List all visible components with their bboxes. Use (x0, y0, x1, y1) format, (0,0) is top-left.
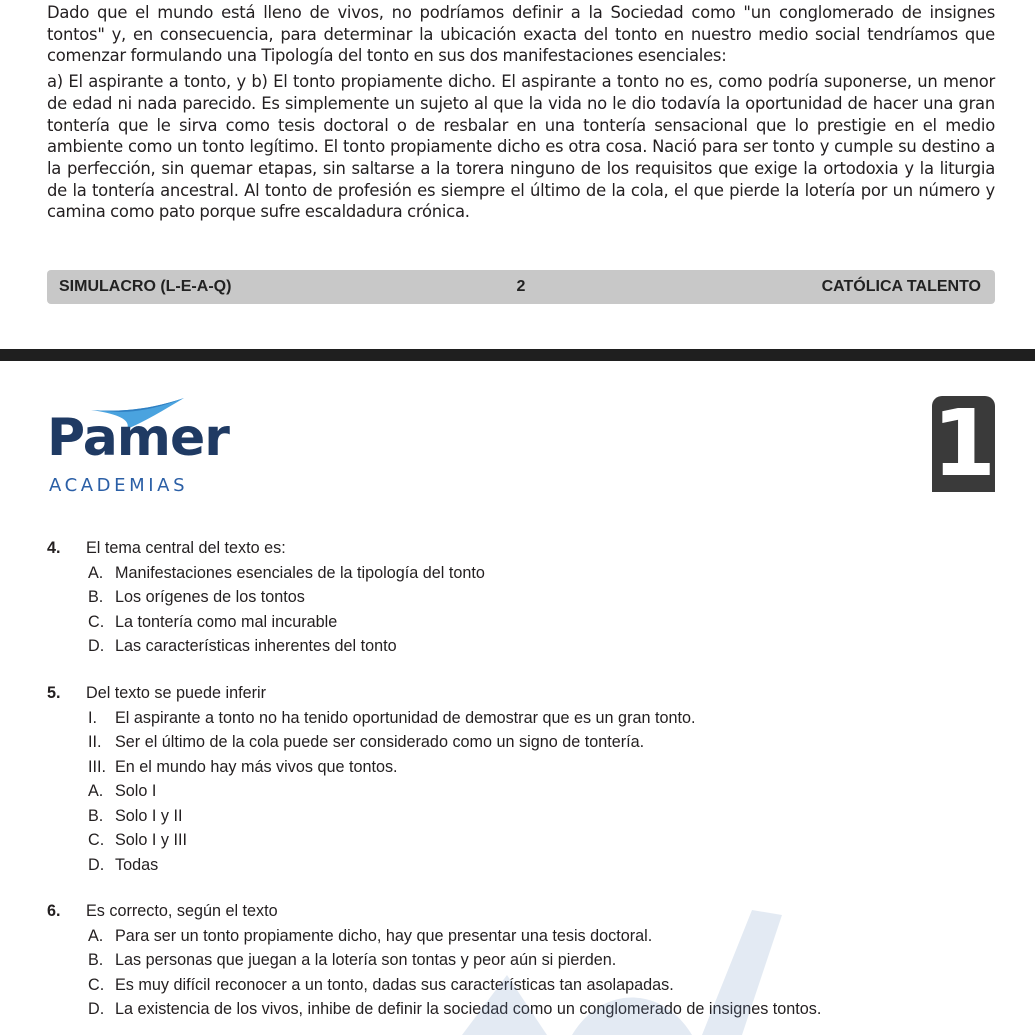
statement-text: El aspirante a tonto no ha tenido oportunidad de demostrar que es un gran tonto. (115, 708, 696, 727)
option-key: A. (88, 926, 104, 945)
logo-subtitle: ACADEMIAS (49, 475, 189, 496)
answer-option[interactable] (47, 948, 995, 973)
answer-option[interactable] (47, 924, 995, 949)
option-key: B. (88, 951, 104, 969)
page-divider (0, 349, 1035, 361)
statement-key: II. (88, 733, 102, 751)
statement-text: Ser el último de la cola puede ser considerado como un signo de tontería. (115, 733, 645, 751)
answer-option[interactable] (47, 561, 995, 586)
passage-paragraph: Dado que el mundo está lleno de vivos, no podríamos definir a la Sociedad como "un conglomerado de insignes tontos" y, en consecuencia, para determinar la ubicación exacta del tonto en nuestro medio social tendríamos que comenzar formulando una Tipología del tonto en sus dos manifestaciones esenciales: (47, 3, 995, 66)
option-text: Las características inherentes del tonto (115, 637, 397, 655)
answer-option[interactable] (47, 779, 995, 804)
option-key: A. (88, 563, 104, 582)
question-4 (47, 536, 995, 659)
question-5 (47, 681, 995, 877)
pamer-logo (47, 396, 247, 496)
option-text: Para ser un tonto propiamente dicho, hay que presentar una tesis doctoral. (115, 926, 653, 945)
page-footer-bar (47, 270, 995, 304)
question-stem (47, 536, 995, 561)
statement-key: I. (88, 708, 97, 727)
option-text: Las personas que juegan a la lotería son tontas y peor aún si pierden. (115, 951, 617, 969)
answer-option[interactable] (47, 828, 995, 853)
option-key: D. (88, 1000, 105, 1018)
option-key: A. (88, 782, 104, 800)
question-number: 4. (47, 539, 61, 557)
logo-wordmark: Pamer (47, 408, 229, 468)
option-text: Solo I y III (115, 831, 187, 849)
option-key: D. (88, 637, 105, 655)
question-text: Del texto se puede inferir (86, 684, 266, 702)
option-text: Solo I y II (115, 806, 183, 825)
answer-option[interactable] (47, 997, 995, 1022)
question-number: 5. (47, 684, 61, 702)
answer-option[interactable] (47, 610, 995, 635)
page-badge: 1 (932, 390, 997, 497)
question-6 (47, 899, 995, 1022)
option-text: Los orígenes de los tontos (115, 588, 305, 606)
question-stem (47, 681, 995, 706)
statement-item (47, 755, 995, 780)
statement-key: III. (88, 757, 106, 776)
option-text: Solo I (115, 782, 157, 800)
passage-paragraph: a) El aspirante a tonto, y b) El tonto propiamente dicho. El aspirante a tonto no es, como podría suponerse, un menor de edad ni nada parecido. Es simplemente un sujeto al que la vida no le dio todavía la oportunidad de hacer una gran tontería que le sirva como tesis doctoral o de resbalar en una tontería sensacional que lo prestigie en el medio ambiente como un tonto legítimo. El tonto propiamente dicho es otra cosa. Nació para ser tonto y cumple su destino a la perfección, sin quemar etapas, sin saltarse a la torera ninguno de los requisitos que exige la ortodoxia y la liturgia de la tontería ancestral. Al tonto de profesión es siempre el último de la cola, el que pierde la lotería por un número y camina como pato porque sufre escaldadura crónica. (47, 72, 995, 222)
answer-option[interactable] (47, 804, 995, 829)
question-list (47, 536, 995, 1018)
option-key: D. (88, 855, 105, 874)
statement-text: En el mundo hay más vivos que tontos. (115, 757, 398, 776)
option-key: C. (88, 831, 105, 849)
answer-option[interactable] (47, 973, 995, 998)
question-stem (47, 899, 995, 924)
statement-item (47, 730, 995, 755)
option-key: B. (88, 588, 104, 606)
answer-option[interactable] (47, 585, 995, 610)
answer-option[interactable] (47, 853, 995, 878)
reading-passage (47, 2, 995, 227)
option-key: C. (88, 612, 105, 631)
footer-brand: CATÓLICA TALENTO (821, 278, 981, 295)
statement-item (47, 706, 995, 731)
option-text: Es muy difícil reconocer a un tonto, dadas sus características tan asolapadas. (115, 975, 674, 994)
option-text: La tontería como mal incurable (115, 612, 338, 631)
option-key: B. (88, 806, 104, 825)
question-number: 6. (47, 902, 61, 920)
footer-page-number: 2 (516, 278, 526, 295)
footer-exam-title: SIMULACRO (L-E-A-Q) (59, 278, 232, 295)
answer-option[interactable] (47, 634, 995, 659)
question-text: Es correcto, según el texto (86, 902, 278, 920)
option-text: Todas (115, 855, 159, 874)
question-text: El tema central del texto es: (86, 539, 286, 557)
option-text: Manifestaciones esenciales de la tipología del tonto (115, 563, 485, 582)
option-key: C. (88, 975, 105, 994)
option-text: La existencia de los vivos, inhibe de definir la sociedad como un conglomerado de insignes tontos. (115, 1000, 822, 1018)
